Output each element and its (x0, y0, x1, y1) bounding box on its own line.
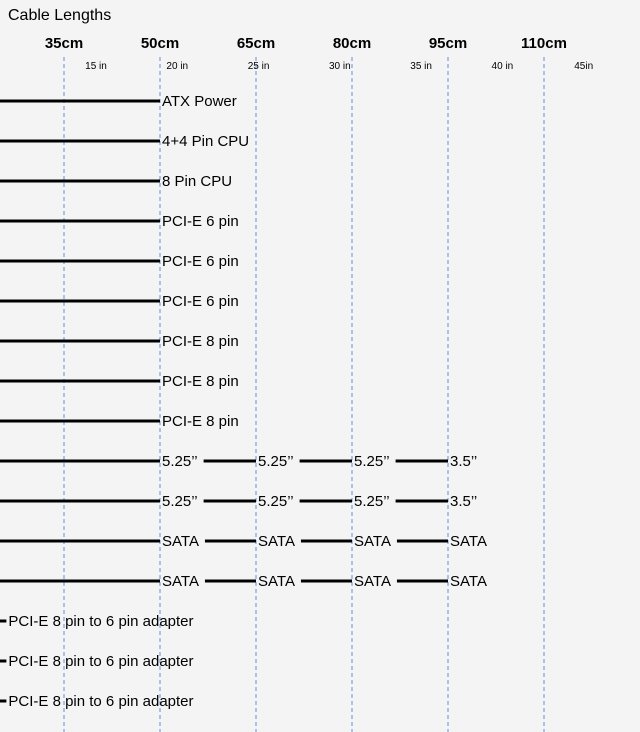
connector-label: 8 Pin CPU (162, 173, 233, 190)
connector-label: PCI-E 8 pin to 6 pin adapter (8, 613, 194, 630)
chart-title: Cable Lengths (8, 7, 112, 24)
inch-tick-label: 45in (574, 61, 594, 72)
connector-label: PCI-E 6 pin (162, 213, 239, 230)
connector-label: PCI-E 8 pin to 6 pin adapter (8, 653, 194, 670)
inch-tick-label: 25 in (247, 61, 270, 72)
connector-label: 3.5’’ (450, 453, 478, 470)
connector-label: SATA (354, 573, 391, 590)
inch-tick-label: 30 in (328, 61, 351, 72)
inch-tick-label: 20 in (166, 61, 189, 72)
connector-label: 3.5’’ (450, 493, 478, 510)
connector-label: SATA (354, 533, 391, 550)
cm-tick-label: 50cm (140, 35, 180, 52)
connector-label: PCI-E 8 pin to 6 pin adapter (8, 693, 194, 710)
connector-label: 5.25’’ (258, 493, 294, 510)
cm-tick-label: 80cm (332, 35, 372, 52)
connector-label: 5.25’’ (354, 493, 390, 510)
connector-label: ATX Power (162, 93, 237, 110)
connector-label: 5.25’’ (354, 453, 390, 470)
connector-label: 4+4 Pin CPU (162, 133, 250, 150)
connector-label: PCI-E 8 pin (162, 333, 239, 350)
connector-label: PCI-E 8 pin (162, 413, 239, 430)
connector-label: 5.25’’ (162, 453, 198, 470)
connector-label: SATA (162, 573, 199, 590)
connector-label: SATA (258, 533, 295, 550)
cm-tick-label: 65cm (236, 35, 276, 52)
connector-label: SATA (258, 573, 295, 590)
connector-label: PCI-E 6 pin (162, 293, 239, 310)
connector-label: PCI-E 6 pin (162, 253, 239, 270)
inch-tick-label: 15 in (85, 61, 107, 72)
connector-label: 5.25’’ (258, 453, 294, 470)
cm-tick-label: 95cm (428, 35, 468, 52)
inch-tick-label: 40 in (491, 61, 514, 72)
connector-label: SATA (450, 533, 487, 550)
connector-label: SATA (162, 533, 199, 550)
connector-label: 5.25’’ (162, 493, 198, 510)
inch-tick-label: 35 in (410, 61, 432, 72)
connector-label: PCI-E 8 pin (162, 373, 239, 390)
cm-tick-label: 35cm (44, 35, 84, 52)
cm-tick-label: 110cm (521, 35, 567, 52)
connector-label: SATA (450, 573, 487, 590)
